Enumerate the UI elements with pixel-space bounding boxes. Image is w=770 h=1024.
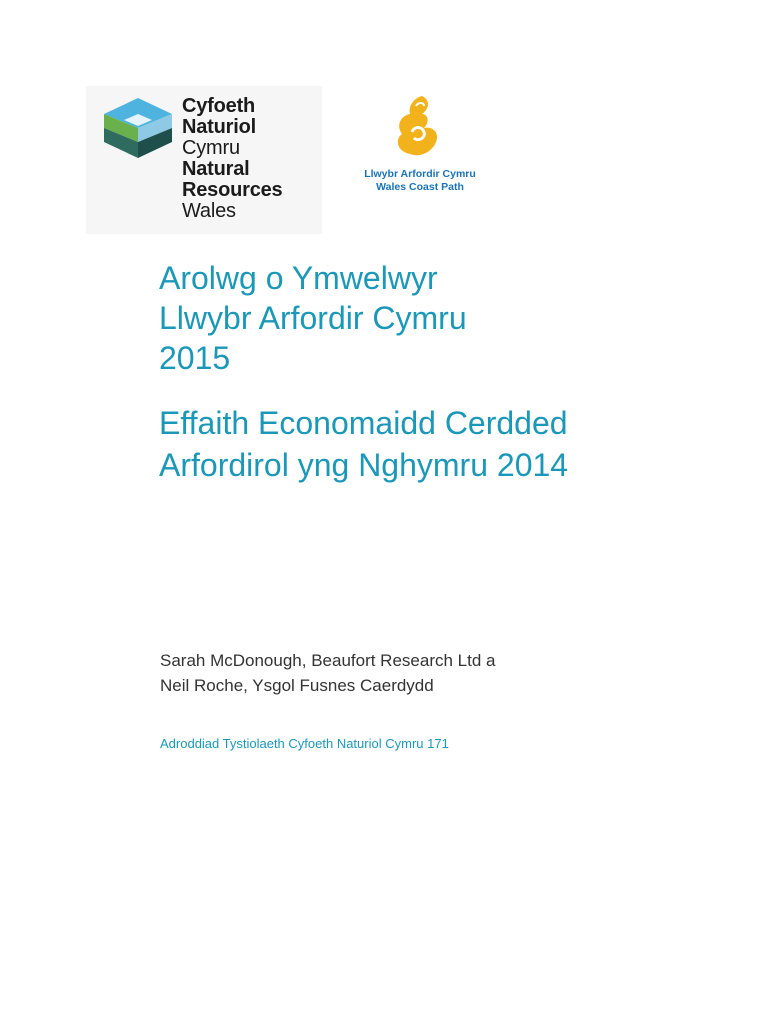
nrw-line-3: Cymru bbox=[182, 137, 240, 159]
document-subtitle bbox=[159, 402, 568, 486]
nrw-line-4: Natural bbox=[182, 158, 250, 180]
authors-line-2: Neil Roche, Ysgol Fusnes Caerdydd bbox=[160, 676, 434, 695]
nrw-line-2: Naturiol bbox=[182, 116, 256, 138]
nrw-line-1: Cyfoeth bbox=[182, 95, 256, 117]
subtitle-line-1: Effaith Economaidd Cerdded bbox=[159, 405, 568, 441]
nrw-logo-text bbox=[182, 96, 282, 222]
title-line-1: Arolwg o Ymwelwyr bbox=[159, 260, 438, 296]
nrw-logo bbox=[86, 86, 322, 234]
wcp-logo-line-2: Wales Coast Path bbox=[376, 181, 464, 193]
nrw-logo-icon bbox=[104, 98, 172, 158]
wales-coast-path-logo bbox=[355, 92, 485, 202]
document-title bbox=[159, 258, 467, 378]
wcp-logo-line-1: Llwybr Arfordir Cymru bbox=[364, 168, 476, 180]
subtitle-line-2: Arfordirol yng Nghymru 2014 bbox=[159, 447, 569, 483]
title-line-2: Llwybr Arfordir Cymru bbox=[159, 300, 467, 336]
coast-path-shell-icon bbox=[392, 92, 442, 160]
nrw-line-5: Resources bbox=[182, 179, 283, 201]
authors-line-1: Sarah McDonough, Beaufort Research Ltd a bbox=[160, 651, 496, 670]
nrw-line-6: Wales bbox=[182, 200, 236, 222]
report-number: Adroddiad Tystiolaeth Cyfoeth Naturiol Cymru 171 bbox=[160, 736, 449, 751]
authors bbox=[160, 648, 495, 698]
title-line-3: 2015 bbox=[159, 340, 231, 376]
